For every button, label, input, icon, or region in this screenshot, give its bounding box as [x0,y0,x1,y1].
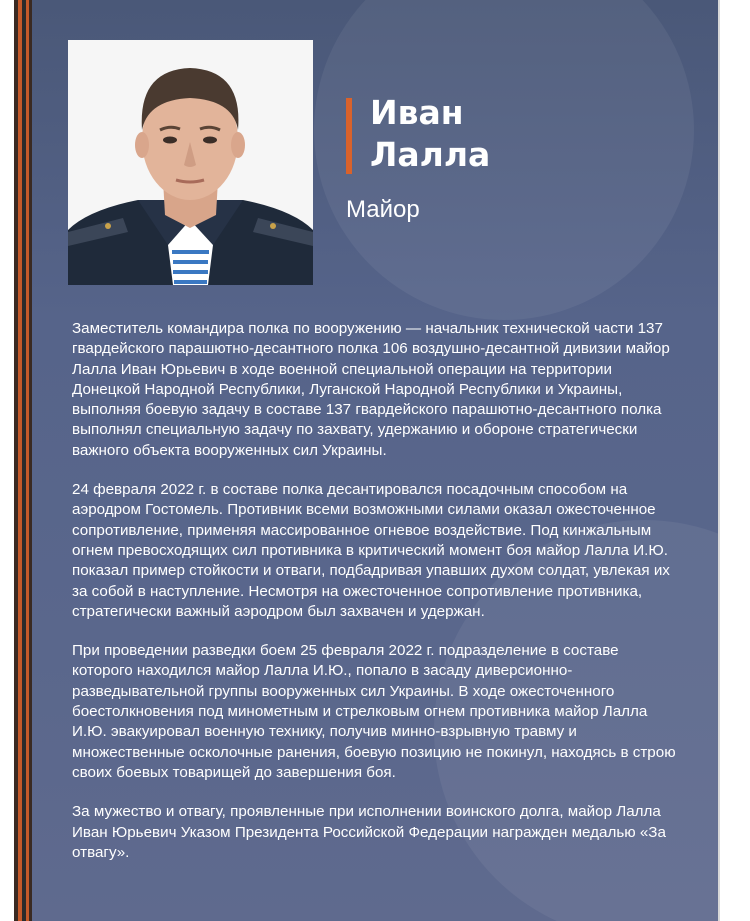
page-edge [718,0,750,921]
last-name: Лалла [370,135,491,174]
portrait-image [68,40,313,285]
ribbon-stripes [14,0,40,921]
paragraph: При проведении разведки боем 25 февраля 2022 г. подразделение в составе которого находился майор Лалла И.Ю., попало в засаду диверсионно-разведывательной группы вооруженных сил Украины. В ходе ожесточенного боестолкновения под минометным и стрелковым огнем противника майор Лалла И.Ю. эвакуировал военную технику, получив минно-взрывную травму и множественные осколочные ранения, боевую позицию не покинул, находясь в строю своих боевых товарищей до завершения боя. [72,642,676,781]
biography-text [72,319,682,882]
paragraph: Заместитель командира полка по вооружению — начальник технической части 137 гвардейского парашютно-десантного полка 106 воздушно-десантной дивизии майор Лалла Иван Юрьевич в ходе военной специальной операции на территории Донецкой Народной Республики, Луганской Народной Республики и Украины, выполняя боевую задачу в составе 137 гвардейского парашютно-десантного полка выполнял специальную задачу по захвату, удержанию и обороне стратегически важного объекта вооруженных сил Украины. [72,320,670,459]
paragraph: 24 февраля 2022 г. в составе полка десантировался посадочным способом на аэродром Гостомель. Противник всеми возможными силами оказал ожесточенное сопротивление, применяя массированное огневое воздействие. Под кинжальным огнем превосходящих сил противника в критический момент боя майор Лалла И.Ю. показал пример стойкости и отваги, подбадривая упавших духом солдат, увлекая их за собой в наступление. Несмотря на ожесточенное сопротивление противника, стратегически важный аэродром был захвачен и удержан. [72,481,670,620]
person-name [370,92,490,176]
portrait-photo [68,40,313,285]
name-accent-bar [346,98,352,174]
person-rank: Майор [346,196,420,223]
paragraph: За мужество и отвагу, проявленные при исполнении воинского долга, майор Лалла Иван Юрьевич Указом Президента Российской Федерации награжден медалью «За отвагу». [72,803,666,861]
first-name: Иван [370,93,464,132]
